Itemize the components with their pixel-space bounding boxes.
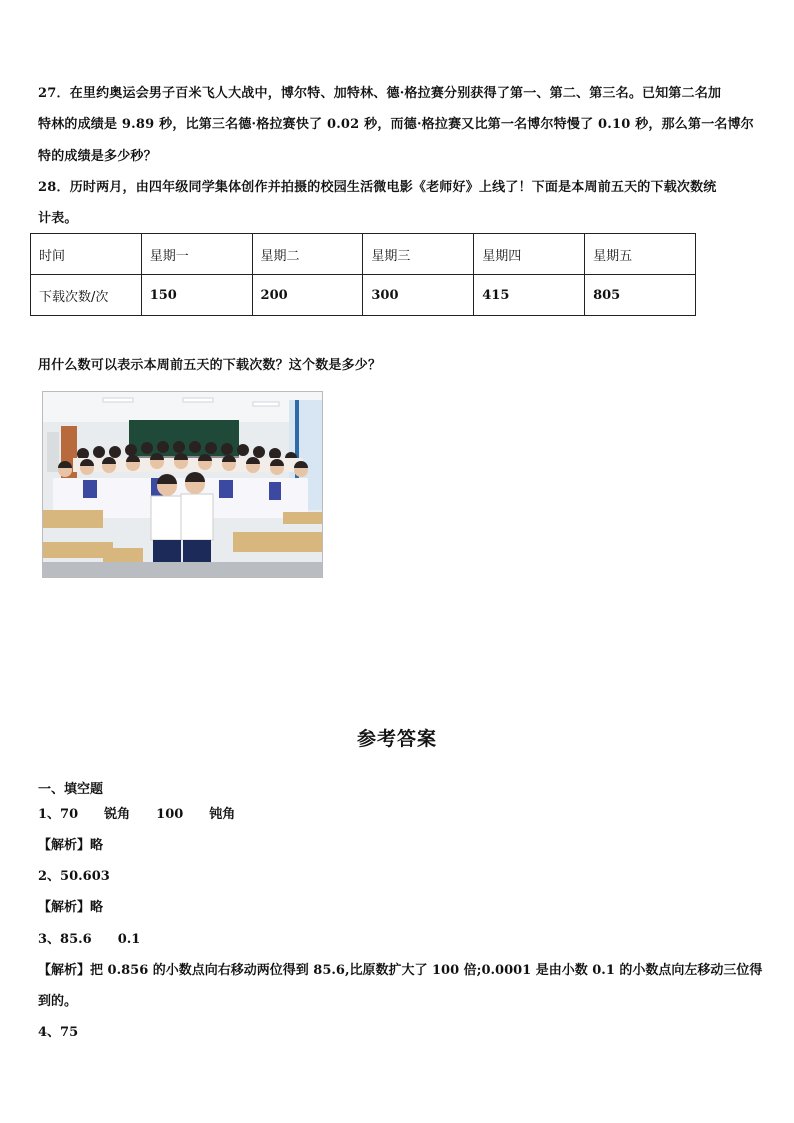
table-cell: 时间 xyxy=(31,234,142,275)
answer-3 xyxy=(38,928,140,947)
table-cell: 415 xyxy=(474,275,585,316)
question-27-line-3: 特的成绩是多少秒？ xyxy=(38,149,157,164)
table-cell: 星期二 xyxy=(252,234,363,275)
table-cell: 星期三 xyxy=(363,234,474,275)
answer-3-explanation-line-1: 【解析】把 0.856 的小数点向右移动两位得到 85.6,比原数扩大了 100 倍;0.0001 是由小数 0.1 的小数点向左移动三位得 xyxy=(38,963,763,978)
answer-1-part-2: 锐角 xyxy=(104,807,131,822)
section-heading: 一、填空题 xyxy=(38,782,104,797)
table-cell: 200 xyxy=(252,275,363,316)
table-cell: 下载次数/次 xyxy=(31,275,142,316)
answer-4: 4、75 xyxy=(38,1025,79,1040)
question-27-line-2: 特林的成绩是 9.89 秒，比第三名德·格拉赛快了 0.02 秒，而德·格拉赛又比第一名博尔特慢了 0.10 秒，那么第一名博尔 xyxy=(38,117,754,132)
answer-2: 2、50.603 xyxy=(38,869,110,884)
answer-2-explanation: 【解析】略 xyxy=(38,900,104,915)
table-cell: 星期五 xyxy=(585,234,696,275)
answer-1 xyxy=(38,803,235,822)
table-cell: 300 xyxy=(363,275,474,316)
question-27-line-1: 27．在里约奥运会男子百米飞人大战中，博尔特、加特林、德·格拉赛分别获得了第一、第二、第三名。已知第二名加 xyxy=(38,86,722,101)
question-28-line-2: 计表。 xyxy=(38,211,78,226)
class-photo xyxy=(42,391,323,578)
download-count-table xyxy=(30,233,696,316)
table-cell: 星期一 xyxy=(141,234,252,275)
answer-3-part-1: 3、85.6 xyxy=(38,932,92,947)
table-cell: 805 xyxy=(585,275,696,316)
answer-1-part-1: 1、70 xyxy=(38,807,79,822)
table-header-row xyxy=(31,234,696,275)
table-row xyxy=(31,275,696,316)
table-cell: 150 xyxy=(141,275,252,316)
answer-key-title: 参考答案 xyxy=(356,728,437,750)
answer-3-explanation-line-2: 到的。 xyxy=(38,994,78,1009)
question-28-prompt: 用什么数可以表示本周前五天的下载次数？这个数是多少？ xyxy=(38,358,382,373)
table-cell: 星期四 xyxy=(474,234,585,275)
answer-1-explanation: 【解析】略 xyxy=(38,838,104,853)
answer-1-part-4: 钝角 xyxy=(209,807,236,822)
answer-1-part-3: 100 xyxy=(156,807,184,822)
answer-3-part-2: 0.1 xyxy=(117,932,141,947)
question-28-line-1: 28．历时两月，由四年级同学集体创作并拍摄的校园生活微电影《老师好》上线了！下面是本周前五天的下载次数统 xyxy=(38,180,717,195)
